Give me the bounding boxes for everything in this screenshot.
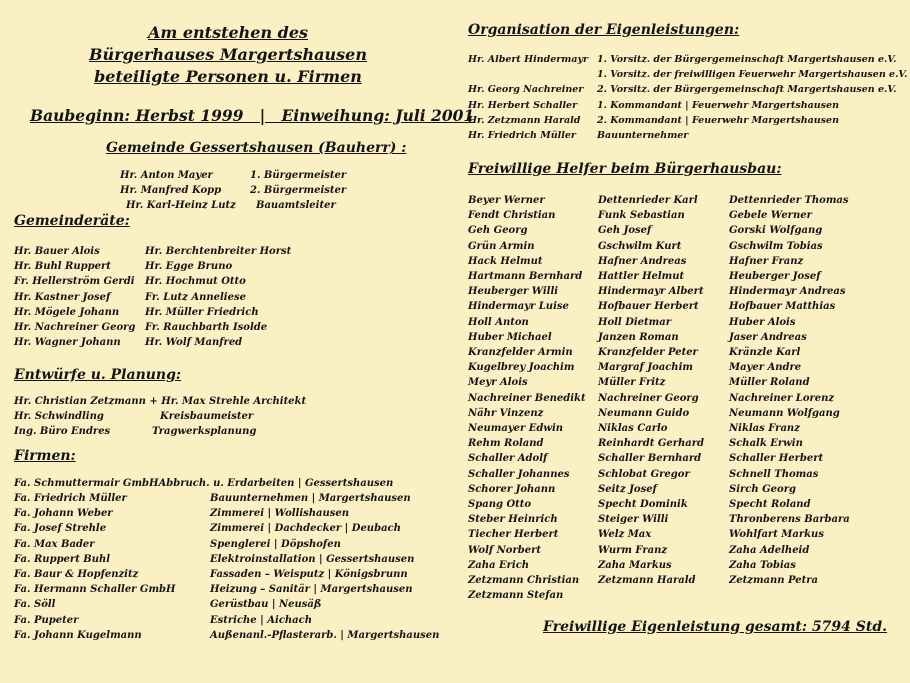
list-item: Zaha Adelheid [729,544,810,556]
entwuerfe-roles [152,409,256,439]
list-item: Geh Josef [598,225,652,237]
list-item: Hafner Franz [729,255,804,267]
list-item: Welz Max [598,529,652,541]
list-item: Geh Georg [468,225,528,237]
document-title [60,22,396,88]
list-item: Huber Alois [729,316,796,328]
list-item: Tiecher Herbert [468,529,559,541]
list-item: Jaser Andreas [729,331,807,343]
list-item: Tragwerksplanung [152,426,257,438]
list-item: Niklas Franz [729,423,800,435]
list-item: Müller Fritz [598,377,666,389]
list-item: Hofbauer Matthias [729,301,836,313]
gemeinde-name: Hr. Manfred Kopp [120,185,222,197]
list-item: Schlobat Gregor [598,468,690,480]
list-item: Hr. Albert Hindermayr [468,54,589,65]
gemeinde-name: Hr. Karl-Heinz Lutz [126,200,236,212]
list-item: Funk Sebastian [598,210,685,222]
list-item: Fa. Hermann Schaller GmbH [14,584,176,596]
list-item: Heuberger Josef [729,271,821,283]
gemeinderaete-heading: Gemeinderäte: [14,213,130,229]
list-item: Gschwilm Tobias [729,240,823,252]
title-line-2: Bürgerhauses Margertshausen [89,45,367,64]
list-item: Kränzle Karl [729,347,801,359]
list-item: Kranzfelder Armin [468,347,573,359]
list-item: Specht Dominik [598,499,688,511]
title-line-3: beteiligte Personen u. Firmen [94,67,362,86]
list-item: Fassaden – Weisputz | Königsbrunn [210,569,408,581]
helfer-heading: Freiwillige Helfer beim Bürgerhausbau: [468,161,782,177]
list-item: Zetzmann Harald [598,575,696,587]
list-item: Hr. Egge Bruno [145,261,233,273]
list-item: Seitz Josef [598,483,657,495]
list-item: 2. Vorsitz. der Bürgergemeinschaft Margertshausen e.V. [597,84,897,96]
list-item: Hr. Mögele Johann [14,306,120,318]
list-item: Hr. Nachreiner Georg [14,322,136,334]
list-item: Zaha Tobias [729,559,796,571]
list-item: Steber Heinrich [468,514,558,526]
list-item: 1. Vorsitz. der Bürgergemeinschaft Margertshausen e.V. [597,54,897,65]
list-item: Zetzmann Christian [468,575,580,587]
list-item: Heizung – Sanitär | Margertshausen [210,584,413,596]
list-item: Kugelbrey Joachim [468,362,575,374]
organisation-roles [597,52,907,143]
list-item: Kreisbaumeister [160,411,254,422]
firmen-names [14,491,176,643]
list-item: Ing. Büro Endres [14,426,111,438]
list-item: Schaller Herbert [729,453,824,465]
gemeinde-heading: Gemeinde Gessertshausen (Bauherr) : [106,140,407,156]
list-item: Holl Anton [468,316,529,328]
list-item: Hattler Helmut [598,271,685,283]
list-item: Hartmann Bernhard [468,271,583,283]
list-item: Gschwilm Kurt [598,240,682,252]
list-item: Bauunternehmer [597,130,689,142]
list-item: Kranzfelder Peter [598,347,698,359]
list-item: Hofbauer Herbert [598,301,699,313]
list-item: Nachreiner Benedikt [468,392,586,404]
list-item: Reinhardt Gerhard [598,438,705,450]
list-item: Hr. Buhl Ruppert [14,261,111,273]
list-item: Zaha Erich [468,559,530,571]
list-item: Specht Roland [729,499,811,511]
helfer-col2 [598,193,704,588]
list-item: Fr. Hellerström Gerdi [14,276,135,288]
dates-line: Baubeginn: Herbst 1999 | Einweihung: Juli 2001 [30,106,475,125]
list-item: Fendt Christian [468,210,556,222]
list-item: Schaller Bernhard [598,453,702,465]
list-item: Neumann Guido [598,407,690,419]
list-item: Hr. Wolf Manfred [145,337,243,349]
title-line-1: Am entstehen des [147,23,309,42]
list-item: Hr. Kastner Josef [14,291,111,303]
helfer-col3 [729,193,850,588]
list-item: Nähr Vinzenz [468,407,544,419]
list-item: Müller Roland [729,377,810,389]
list-item: Zimmerei | Wollishausen [210,508,350,520]
list-item: Fa. Josef Strehle [14,523,107,535]
gemeinde-roles [250,168,346,214]
helfer-col1 [468,193,586,603]
list-item: Rehm Roland [468,438,544,450]
list-item: Gorski Wolfgang [729,225,823,237]
list-item: Außenanl.-Pflasterarb. | Margertshausen [210,629,440,641]
list-item: 1. Vorsitz. der freiwilligen Feuerwehr Margertshausen e.V. [597,69,908,81]
list-item: Fa. Max Bader [14,538,95,550]
list-item: Wohlfart Markus [729,529,824,541]
list-item: Schaller Adolf [468,453,548,465]
list-item: Gerüstbau | Neusäß [210,599,322,611]
list-item: Beyer Werner [468,195,545,206]
list-item: Fa. Friedrich Müller [14,493,127,504]
list-item: 1. Kommandant | Feuerwehr Margertshausen [597,99,839,111]
list-item: Hr. Wagner Johann [14,337,121,349]
list-item: Holl Dietmar [598,316,671,328]
gemeinde-role: 2. Bürgermeister [250,185,347,197]
list-item: Dettenrieder Karl [598,195,698,206]
list-item [468,67,588,82]
list-item: Hr. Müller Friedrich [145,306,259,318]
list-item: Mayer Andre [729,362,802,374]
list-item: Fa. Ruppert Buhl [14,553,111,565]
gemeinderaete-col2 [145,244,291,350]
list-item: Hr. Friedrich Müller [468,130,576,142]
list-item: Hr. Georg Nachreiner [468,84,584,96]
list-item: Zaha Markus [598,559,672,571]
list-item: Hindermayr Albert [598,286,704,298]
list-item: Hr. Herbert Schaller [468,99,578,111]
list-item: Hr. Bauer Alois [14,246,100,257]
list-item: Heuberger Willi [468,286,559,298]
list-item: Schaller Johannes [468,468,570,480]
list-item: Hack Helmut [468,255,543,267]
list-item: Fr. Rauchbarth Isolde [145,322,268,334]
list-item: Hr. Schwindling [14,411,104,422]
total-hours: Freiwillige Eigenleistung gesamt: 5794 Std. [543,619,888,635]
list-item: Nachreiner Lorenz [729,392,835,404]
list-item: Dettenrieder Thomas [729,195,849,206]
firmen-line1: Fa. Schmuttermair GmbHAbbruch. u. Erdarbeiten | Gessertshausen [14,478,394,489]
organisation-heading: Organisation der Eigenleistungen: [468,22,740,38]
list-item: Fa. Johann Weber [14,508,113,520]
firmen-roles [210,491,439,643]
list-item: Hr. Zetzmann Harald [468,114,581,126]
list-item: Hafner Andreas [598,255,687,267]
gemeinde-role: Bauamtsleiter [256,200,336,212]
list-item: Grün Armin [468,240,535,252]
list-item: Gebele Werner [729,210,812,222]
list-item: Margraf Joachim [598,362,693,374]
list-item: Bauunternehmen | Margertshausen [210,493,411,504]
entwuerfe-names [14,409,110,439]
list-item: Meyr Alois [468,377,528,389]
entwuerfe-heading: Entwürfe u. Planung: [14,367,182,383]
list-item: 2. Kommandant | Feuerwehr Margertshausen [597,114,839,126]
list-item: Hr. Berchtenbreiter Horst [145,246,292,257]
list-item: Elektroinstallation | Gessertshausen [210,553,415,565]
list-item: Neumayer Edwin [468,423,564,435]
list-item: Fa. Baur & Hopfenzitz [14,569,139,581]
list-item: Zetzmann Petra [729,575,819,587]
list-item: Fa. Pupeter [14,614,79,626]
list-item: Sirch Georg [729,483,796,495]
list-item: Nachreiner Georg [598,392,699,404]
list-item: Neumann Wolfgang [729,407,840,419]
list-item: Hindermayr Luise [468,301,569,313]
firmen-heading: Firmen: [14,448,76,464]
list-item: Zetzmann Stefan [468,590,564,602]
list-item: Huber Michael [468,331,552,343]
list-item: Janzen Roman [598,331,679,343]
list-item: Hr. Hochmut Otto [145,276,246,288]
list-item: Schalk Erwin [729,438,803,450]
list-item: Zimmerei | Dachdecker | Deubach [210,523,401,535]
list-item: Fa. Söll [14,599,56,611]
list-item: Wurm Franz [598,544,668,556]
list-item: Wolf Norbert [468,544,541,556]
list-item: Schnell Thomas [729,468,819,480]
list-item: Schorer Johann [468,483,556,495]
entwuerfe-line1: Hr. Christian Zetzmann + Hr. Max Strehle Architekt [14,396,307,407]
gemeinde-names [120,168,236,214]
list-item: Steiger Willi [598,514,669,526]
gemeinde-name: Hr. Anton Mayer [120,170,213,181]
gemeinderaete-col1 [14,244,135,350]
gemeinde-role: 1. Bürgermeister [250,170,347,181]
list-item: Hindermayr Andreas [729,286,846,298]
list-item: Fr. Lutz Anneliese [145,291,246,303]
list-item: Niklas Carlo [598,423,668,435]
list-item: Estriche | Aichach [210,614,313,626]
list-item: Fa. Johann Kugelmann [14,629,142,641]
organisation-names [468,52,588,143]
list-item: Thronberens Barbara [729,514,850,526]
list-item: Spenglerei | Döpshofen [210,538,341,550]
list-item: Spang Otto [468,499,532,511]
